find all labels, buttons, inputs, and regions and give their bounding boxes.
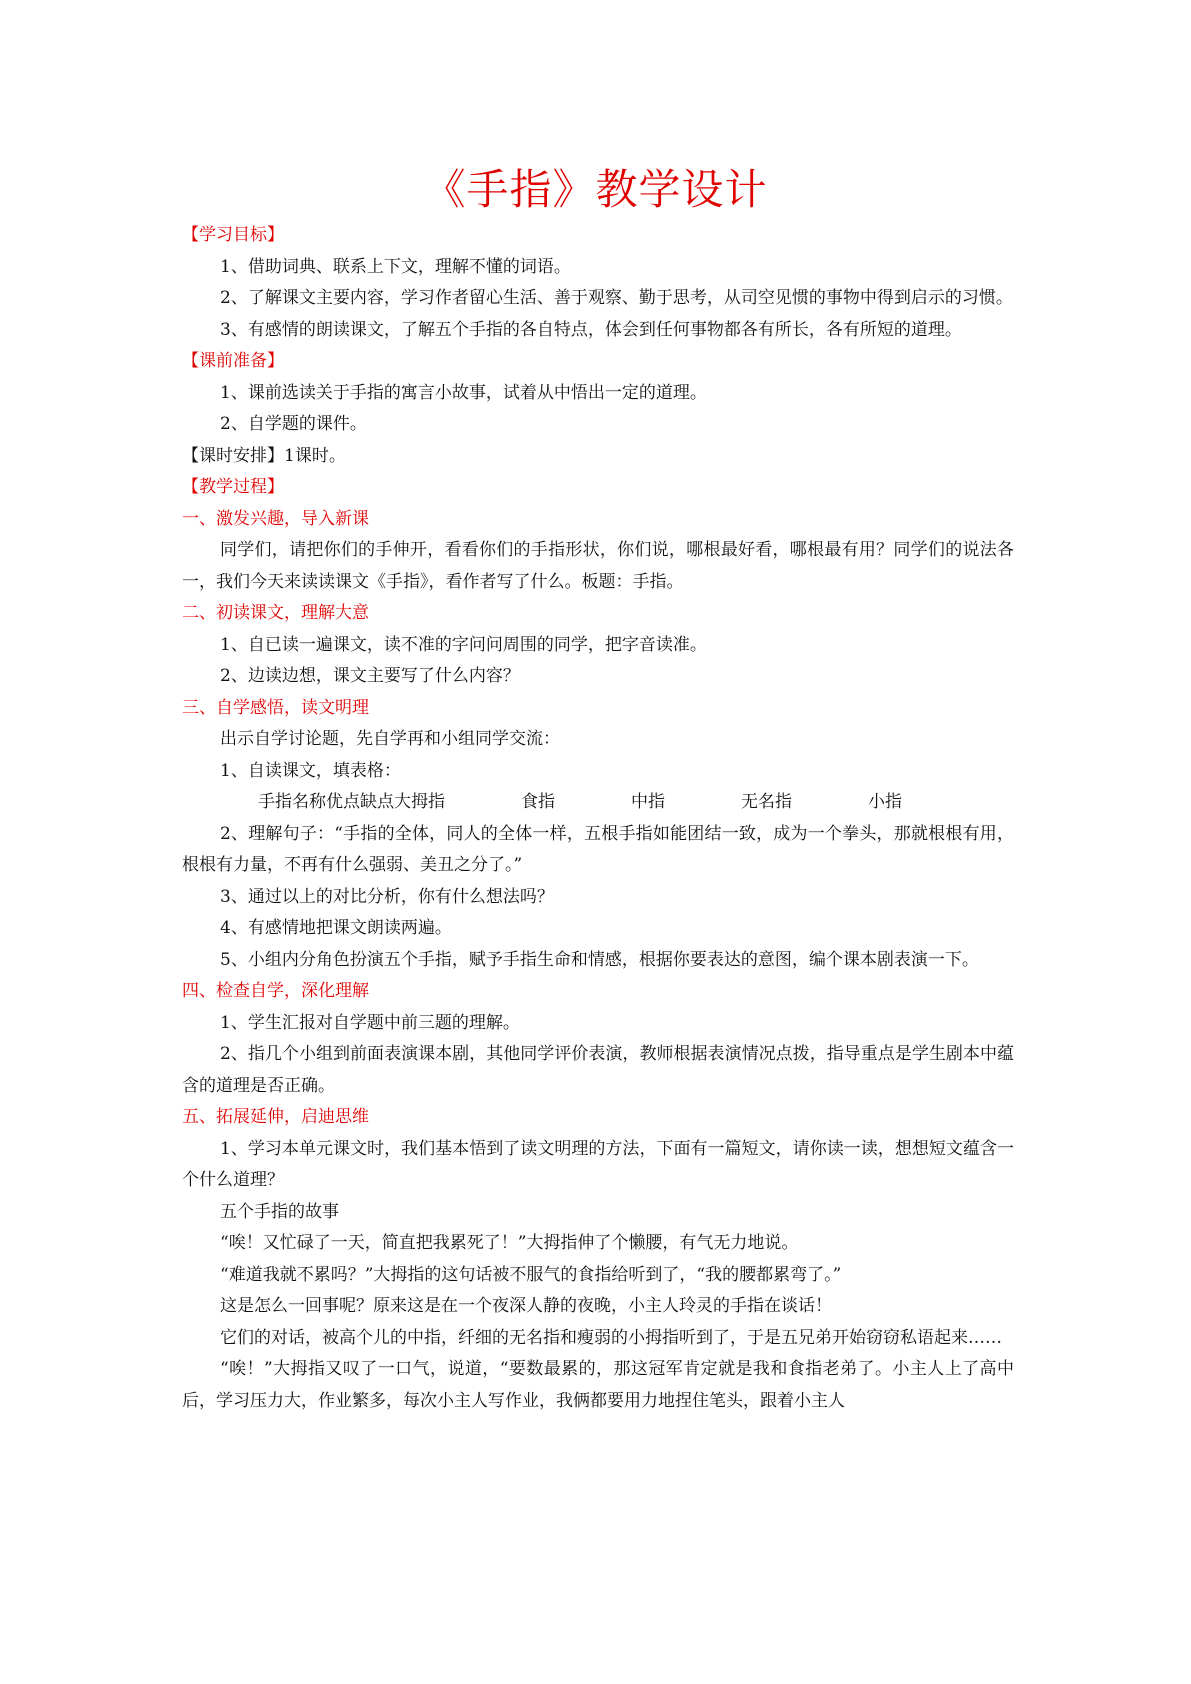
step1-text: 同学们，请把你们的手伸开，看看你们的手指形状，你们说，哪根最好看，哪根最有用？同学们的说法各一，我们今天来读读课文《手指》，看作者写了什么。板题：手指。 bbox=[182, 540, 1014, 592]
step5-item: 1、学习本单元课文时，我们基本悟到了读文明理的方法，下面有一篇短文，请你读一读，想想短文蕴含一个什么道理？ bbox=[182, 1138, 1014, 1190]
step1-heading: 一、激发兴趣，导入新课 bbox=[182, 508, 369, 529]
objective-item: 3、有感情的朗读课文，了解五个手指的各自特点，体会到任何事物都各有所长，各有所短的道理。 bbox=[220, 319, 962, 340]
prep-item: 1、课前选读关于手指的寓言小故事，试着从中悟出一定的道理。 bbox=[220, 382, 707, 403]
table-cell: 食指 bbox=[521, 792, 555, 812]
step2-item: 1、自已读一遍课文，读不准的字问问周围的同学，把字音读准。 bbox=[220, 634, 707, 655]
story-paragraph: 这是怎么一回事呢？原来这是在一个夜深人静的夜晚，小主人玲灵的手指在谈话！ bbox=[220, 1296, 832, 1316]
step2-item: 2、边读边想，课文主要写了什么内容？ bbox=[220, 666, 520, 686]
process-heading: 【教学过程】 bbox=[182, 477, 284, 497]
objective-item: 2、了解课文主要内容，学习作者留心生活、善于观察、勤于思考，从司空见惯的事物中得到启示的习惯。 bbox=[220, 288, 1013, 308]
story-title: 五个手指的故事 bbox=[220, 1201, 339, 1222]
document-body bbox=[182, 220, 1014, 1417]
step4-item: 1、学生汇报对自学题中前三题的理解。 bbox=[220, 1012, 520, 1033]
story-paragraph: 它们的对话，被高个儿的中指，纤细的无名指和瘦弱的小拇指听到了，于是五兄弟开始窃窃私语起来…… bbox=[220, 1327, 1002, 1348]
prep-heading: 【课前准备】 bbox=[182, 351, 284, 371]
story-paragraph: “唉！又忙碌了一天，简直把我累死了！”大拇指伸了个懒腰，有气无力地说。 bbox=[220, 1233, 799, 1253]
step3-intro: 出示自学讨论题，先自学再和小组同学交流： bbox=[220, 729, 560, 749]
story-paragraph: “难道我就不累吗？”大拇指的这句话被不服气的食指给听到了，“我的腰都累弯了。” bbox=[220, 1264, 842, 1285]
story-paragraph: “唉！”大拇指又叹了一口气，说道，“要数最累的，那这冠军肯定就是我和食指老弟了。小主人上了高中后，学习压力大，作业繁多，每次小主人写作业，我俩都要用力地捏住笔头，跟着小主人 bbox=[182, 1359, 1014, 1411]
step4-item: 2、指几个小组到前面表演课本剧，其他同学评价表演，教师根据表演情况点拨，指导重点是学生剧本中蕴含的道理是否正确。 bbox=[182, 1044, 1014, 1096]
schedule-line bbox=[182, 441, 1014, 473]
schedule-text: 1课时。 bbox=[284, 445, 346, 466]
step3-item: 4、有感情地把课文朗读两遍。 bbox=[220, 918, 452, 938]
table-cell: 无名指 bbox=[741, 792, 792, 812]
step3-item: 2、理解句子：“手指的全体，同人的全体一样，五根手指如能团结一致，成为一个拳头，那就根根有用，根根有力量，不再有什么强弱、美丑之分了。” bbox=[182, 823, 1014, 875]
step3-heading: 三、自学感悟，读文明理 bbox=[182, 697, 369, 718]
table-cell: 中指 bbox=[631, 792, 665, 812]
schedule-heading: 【课时安排】 bbox=[182, 445, 284, 466]
table-line bbox=[182, 787, 1014, 819]
step2-heading: 二、初读课文，理解大意 bbox=[182, 603, 369, 623]
step4-heading: 四、检查自学，深化理解 bbox=[182, 981, 369, 1001]
objectives-heading: 【学习目标】 bbox=[182, 225, 284, 245]
table-cell: 手指名称优点缺点大拇指 bbox=[258, 792, 445, 812]
objective-item: 1、借助词典、联系上下文，理解不懂的词语。 bbox=[220, 256, 571, 277]
step3-item: 1、自读课文，填表格： bbox=[220, 760, 401, 781]
step3-item: 5、小组内分角色扮演五个手指，赋予手指生命和情感，根据你要表达的意图，编个课本剧表演一下。 bbox=[220, 949, 979, 970]
prep-item: 2、自学题的课件。 bbox=[220, 414, 367, 434]
step3-item: 3、通过以上的对比分析，你有什么想法吗？ bbox=[220, 886, 554, 907]
document-title: 《手指》教学设计 bbox=[423, 165, 768, 214]
table-cell: 小指 bbox=[868, 792, 902, 812]
step5-heading: 五、拓展延伸，启迪思维 bbox=[182, 1107, 369, 1127]
